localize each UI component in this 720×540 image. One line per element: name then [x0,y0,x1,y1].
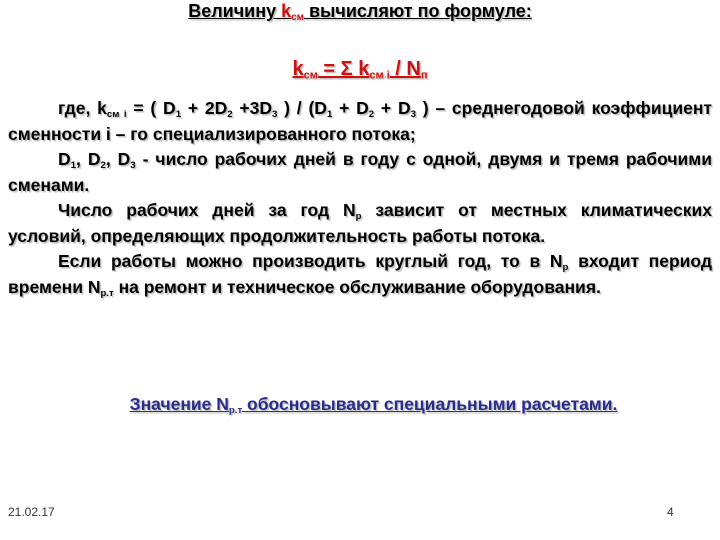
conclusion-text-b: обосновывают специальными расчетами. [242,394,618,414]
title-k-subscript: см [291,11,304,23]
p3-sub-a: р [355,210,362,222]
p1-text-a: где, k [58,98,107,118]
title-suffix: вычисляют по формуле: [303,1,532,21]
p1-text-g: + D [374,98,411,118]
p1-text-f: + D [332,98,369,118]
footer-date: 21.02.17 [8,505,55,519]
paragraph-definition [8,96,712,147]
p1-sub-e: 1 [326,108,333,120]
conclusion-text [0,394,720,415]
p2-text-b: , D [76,149,101,169]
p2-sub-c: 3 [130,159,136,171]
p1-sub-a: см i [106,108,127,120]
p2-sub-b: 2 [100,159,106,171]
formula-k1: k [292,58,304,80]
p3-text-a: Число рабочих дней за год N [58,200,356,220]
p1-text-h: ) – среднегодовой коэффициент сменности i – го специализированного потока; [8,98,712,144]
p1-text-c: + 2D [181,98,228,118]
p2-text-c: , D [105,149,131,169]
conclusion-text-a: Значение N [129,394,229,414]
conclusion-subscript: р.т [228,404,243,416]
p2-sub-a: 1 [70,159,76,171]
formula-n-subscript: п [420,69,428,82]
title-prefix: Величину [188,1,282,21]
p1-text-d: +3D [232,98,273,118]
body-text [8,96,712,300]
title-k-symbol: k [281,1,292,21]
p1-sub-g: 3 [410,108,416,120]
p1-sub-f: 2 [368,108,375,120]
title-k [281,1,304,21]
paragraph-year-round [8,249,712,300]
formula-divisor: / N [389,58,421,80]
p4-text-a: Если работы можно производить круглый год, то в N [58,251,563,271]
formula-k2-subscript: см i [369,69,390,82]
p3-text-b: зависит от местных климатических условий, определяющих продолжительность работы потока. [8,200,712,246]
p1-sub-c: 2 [227,108,233,120]
formula [0,58,720,81]
paragraph-climate [8,198,712,249]
formula-sum: = Σ k [317,58,370,80]
paragraph-days [8,147,712,198]
formula-k1-subscript: см [303,69,318,82]
p4-sub-b: р.т [100,287,114,299]
p1-text-e: ) / (D [277,98,327,118]
p1-sub-b: 1 [175,108,182,120]
page-number: 4 [667,505,674,519]
slide-title [0,1,720,22]
p4-sub-a: р [562,261,569,273]
p2-text-d: - число рабочих дней в году с одной, двумя и тремя рабочими сменами. [8,149,712,195]
p4-text-b: входит период времени N [8,251,712,297]
p2-text-a: D [58,149,71,169]
p4-text-c: на ремонт и техническое обслуживание оборудования. [113,276,601,297]
p1-text-b: = ( D [126,98,176,118]
p1-sub-d: 3 [272,108,278,120]
